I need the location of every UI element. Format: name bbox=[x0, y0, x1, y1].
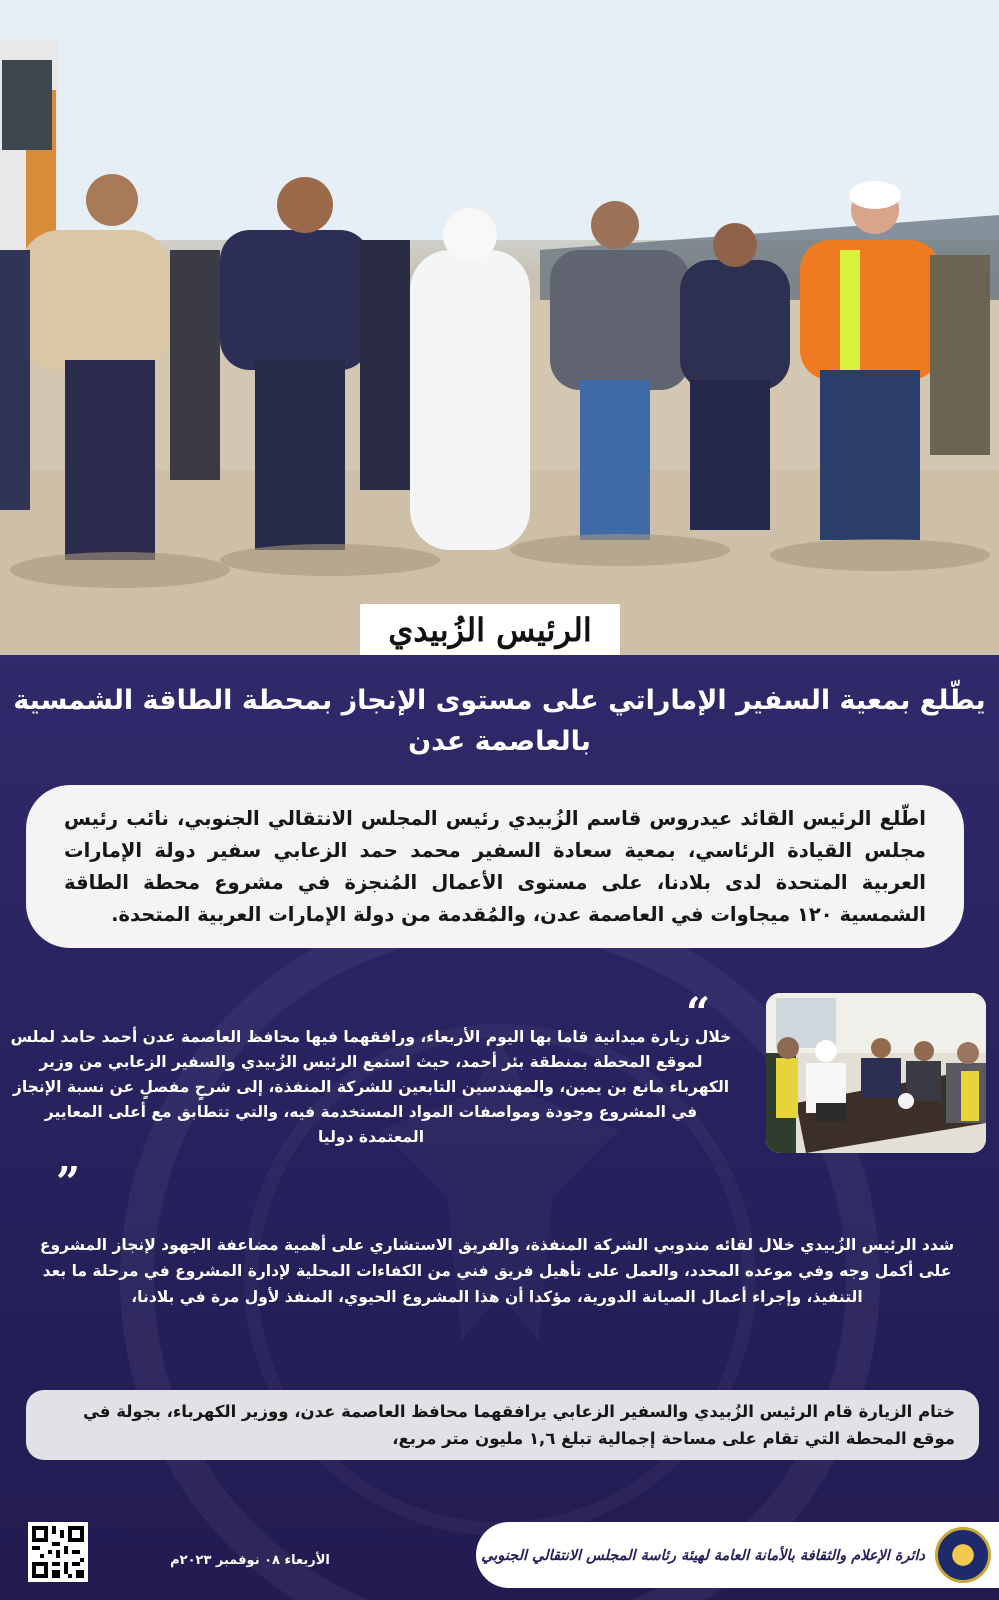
intro-box bbox=[26, 785, 964, 948]
intro-text: اطّلع الرئيس القائد عيدروس قاسم الزُبيدي رئيس المجلس الانتقالي الجنوبي، نائب رئيس مجلس القيادة الرئاسي، بمعية سعادة السفير محمد حمد الزعابي سفير دولة الإمارات العربية المتحدة لدى بلادنا، على مستوى الأعمال المُنجزة في مشروع محطة الطاقة الشمسية ١٢٠ ميجاوات في العاصمة عدن، والمُقدمة من دولة الإمارات العربية المتحدة. bbox=[64, 807, 926, 926]
meeting-photo-image bbox=[766, 993, 986, 1153]
headline-line-1: يطّلع بمعية السفير الإماراتي على مستوى الإنجاز بمحطة الطاقة الشمسية bbox=[13, 685, 986, 716]
group-walking-photo bbox=[0, 0, 999, 655]
quote-close-mark: ” bbox=[56, 1158, 81, 1207]
closing-text: ختام الزيارة قام الرئيس الزُبيدي والسفير الزعابي يرافقهما محافظ العاصمة عدن، ووزير الكهرباء، بجولة في موقع المحطة التي تقام على مساحة إجمالية تبلغ ١,٦ مليون متر مربع، bbox=[82, 1402, 955, 1448]
quote-text: خلال زيارة ميدانية قاما بها اليوم الأربعاء، ورافقهما فيها محافظ العاصمة عدن أحمد حامد لملس لموقع المحطة بمنطقة بئر أحمد، حيث استمع الرئيس الزُبيدي والسفير الزعابي من وزير الكهرباء مانع بن يمين، والمهندسين التابعين للشركة المنفذة، إلى شرحٍ مفصلٍ عن نسبة الإنجاز في المشروع وجودة ومواصفات المواد المستخدمة فيه، والتي تتطابق مع أعلى المعايير المعتمدة دوليا bbox=[10, 1028, 732, 1146]
closing-box bbox=[26, 1390, 979, 1460]
hero-caption bbox=[360, 604, 620, 655]
qr-code-pattern bbox=[32, 1526, 84, 1578]
meeting-photo bbox=[766, 993, 986, 1153]
footer-date: الأربعاء ٠٨ نوفمبر ٢٠٢٣م bbox=[170, 1553, 330, 1568]
headline-line-2: بالعاصمة عدن bbox=[408, 726, 591, 757]
hero-photo bbox=[0, 0, 999, 655]
footer-department: دائرة الإعلام والثقافة بالأمانة العامة لهيئة رئاسة المجلس الانتقالي الجنوبي bbox=[481, 1546, 925, 1564]
quote-open-mark: “ bbox=[686, 988, 711, 1037]
headline bbox=[0, 680, 999, 762]
council-emblem-icon bbox=[935, 1527, 991, 1583]
footer-band bbox=[476, 1522, 999, 1588]
qr-code-icon[interactable] bbox=[28, 1522, 88, 1582]
hero-caption-text: الرئيس الزُبيدي bbox=[388, 611, 592, 649]
paragraph-2: شدد الرئيس الزُبيدي خلال لقائه مندوبي الشركة المنفذة، والفريق الاستشاري على أهمية مضاعفة الجهود لإنجاز المشروع على أكمل وجه وفي موعده المحدد، والعمل على تأهيل فريق فني من الكفاءات المحلية لإدارة المشروع في مرحلة ما بعد التنفيذ، وإجراء أعمال الصيانة الدورية، مؤكدا أن هذا المشروع الحيوي، المنفذ لأول مرة في بلادنا، bbox=[39, 1236, 955, 1306]
